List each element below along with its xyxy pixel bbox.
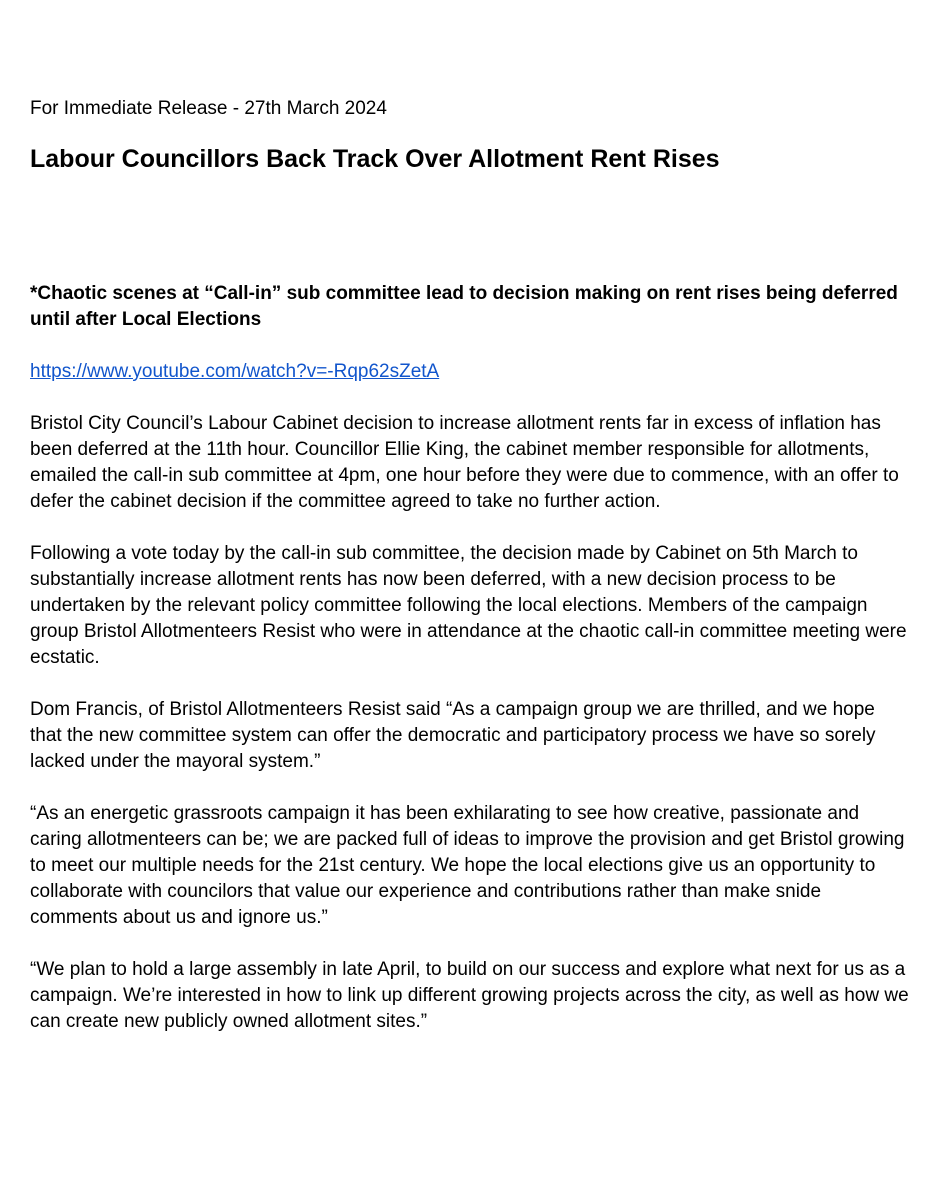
- paragraph-dom-francis-quote: Dom Francis, of Bristol Allotmenteers Resist said “As a campaign group we are thrilled, and we hope that the new committee system can offer the democratic and participatory process we have so sorely lacked under the mayoral system.”: [30, 699, 876, 772]
- paragraph-vote: Following a vote today by the call-in sub committee, the decision made by Cabinet on 5th March to substantially increase allotment rents has now been deferred, with a new decision process to be undertaken by the relevant policy committee following the local elections. Members of the campaign group Bristol Allotmenteers Resist who were in attendance at the chaotic call-in committee meeting were ecstatic.: [30, 543, 907, 668]
- youtube-video-link[interactable]: https://www.youtube.com/watch?v=-Rqp62sZetA: [30, 361, 440, 382]
- headline: Labour Councillors Back Track Over Allotment Rent Rises: [30, 145, 720, 173]
- paragraph-deferral: Bristol City Council’s Labour Cabinet decision to increase allotment rents far in excess of inflation has been deferred at the 11th hour. Councillor Ellie King, the cabinet member responsible for allotments, emailed the call-in sub committee at 4pm, one hour before they were due to commence, with an offer to defer the cabinet decision if the committee agreed to take no further action.: [30, 413, 899, 512]
- release-date-line: For Immediate Release - 27th March 2024: [30, 98, 387, 119]
- paragraph-grassroots-quote: “As an energetic grassroots campaign it has been exhilarating to see how creative, passionate and caring allotmenteers can be; we are packed full of ideas to improve the provision and get Bristol growing to meet our multiple needs for the 21st century. We hope the local elections give us an opportunity to collaborate with councilors that value our experience and contributions rather than make snide comments about us and ignore us.”: [30, 803, 905, 928]
- press-release-document: [30, 96, 910, 1035]
- subheadline: *Chaotic scenes at “Call-in” sub committee lead to decision making on rent rises being deferred until after Local Elections: [30, 283, 898, 330]
- paragraph-assembly-quote: “We plan to hold a large assembly in late April, to build on our success and explore what next for us as a campaign. We’re interested in how to link up different growing projects across the city, as well as how we can create new publicly owned allotment sites.”: [30, 959, 909, 1032]
